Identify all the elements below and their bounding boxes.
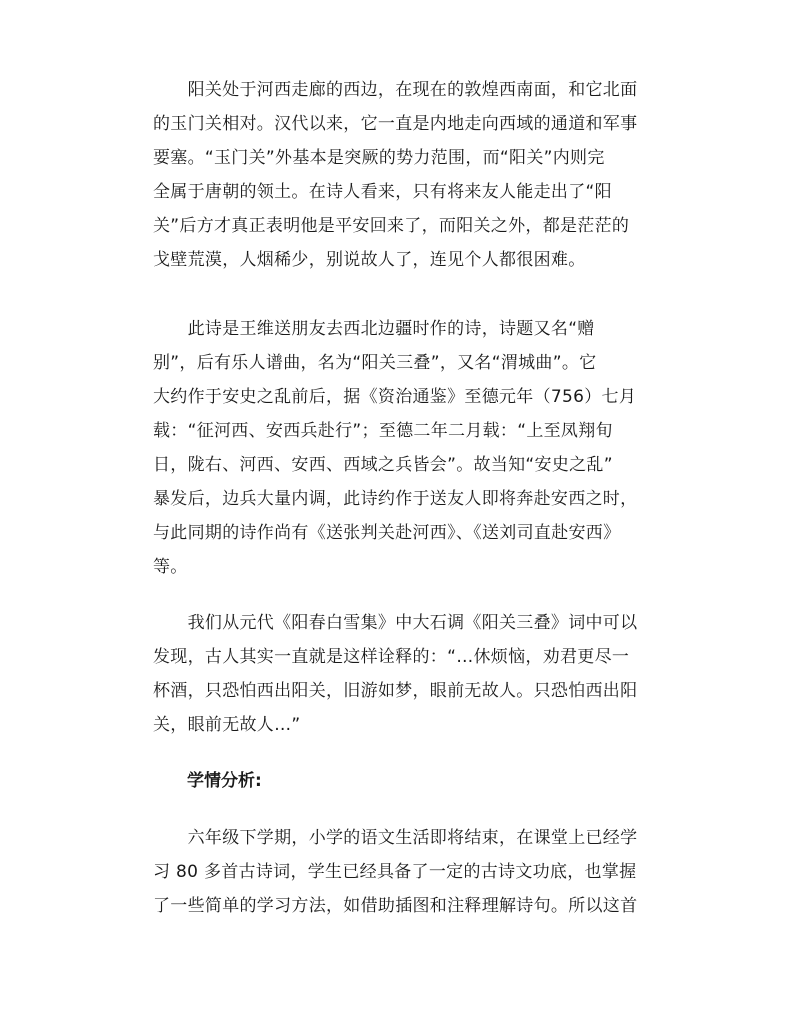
paragraph-student-analysis [153, 821, 643, 923]
paragraph-yangguan-location [153, 73, 643, 277]
text-line: 等。 [153, 557, 188, 577]
text-line: 大约作于安史之乱前后，据《资治通鉴》至德元年（756）七月 [153, 387, 637, 407]
text-line: 杯酒，只恐怕西出阳关，旧游如梦，眼前无故人。只恐怕西出阳 [153, 681, 638, 701]
text-line: 阳关处于河西走廊的西边，在现在的敦煌西南面，和它北面 [153, 80, 638, 100]
text-line: 习 80 多首古诗词，学生已经具备了一定的古诗文功底，也掌握 [153, 862, 637, 882]
text-line: 全属于唐朝的领土。在诗人看来，只有将来友人能走出了“阳 [153, 182, 612, 202]
text-line: 要塞。“玉门关”外基本是突厥的势力范围，而“阳关”内则完 [153, 148, 605, 168]
text-line: 戈壁荒漠，人烟稀少，别说故人了，连见个人都很困难。 [153, 250, 586, 270]
text-line: 与此同期的诗作尚有《送张判关赴河西》、《送刘司直赴安西》 [153, 523, 621, 543]
text-line: 发现，古人其实一直就是这样诠释的：“…休烦恼，劝君更尽一 [153, 647, 630, 667]
text-line: 载：“征河西、安西兵赴行”；至德二年二月载：“上至凤翔旬 [153, 421, 613, 441]
text-line: 了一些简单的学习方法，如借助插图和注释理解诗句。所以这首 [153, 896, 638, 916]
text-line: 暴发后，边兵大量内调，此诗约作于送友人即将奔赴安西之时， [153, 489, 638, 509]
text-line: 日，陇右、河西、安西、西域之兵皆会”。故当知“安史之乱” [153, 455, 613, 475]
text-line: 关，眼前无故人…” [153, 715, 301, 735]
section-heading-learning-analysis [153, 764, 643, 798]
text-line: 我们从元代《阳春白雪集》中大石调《阳关三叠》词中可以 [153, 613, 638, 633]
paragraph-yuan-dynasty-interpretation [153, 606, 643, 742]
section-heading: 学情分析: [153, 771, 262, 791]
text-line: 关”后方才真正表明他是平安回来了，而阳关之外，都是茫茫的 [153, 216, 630, 236]
paragraph-poem-background [153, 312, 643, 584]
text-line: 的玉门关相对。汉代以来，它一直是内地走向西域的通道和军事 [153, 114, 638, 134]
text-line: 别”，后有乐人谱曲，名为“阳关三叠”，又名“渭城曲”。它 [153, 353, 597, 373]
text-line: 六年级下学期，小学的语文生活即将结束，在课堂上已经学 [153, 828, 638, 848]
text-line: 此诗是王维送朋友去西北边疆时作的诗，诗题又名“赠 [153, 319, 595, 339]
